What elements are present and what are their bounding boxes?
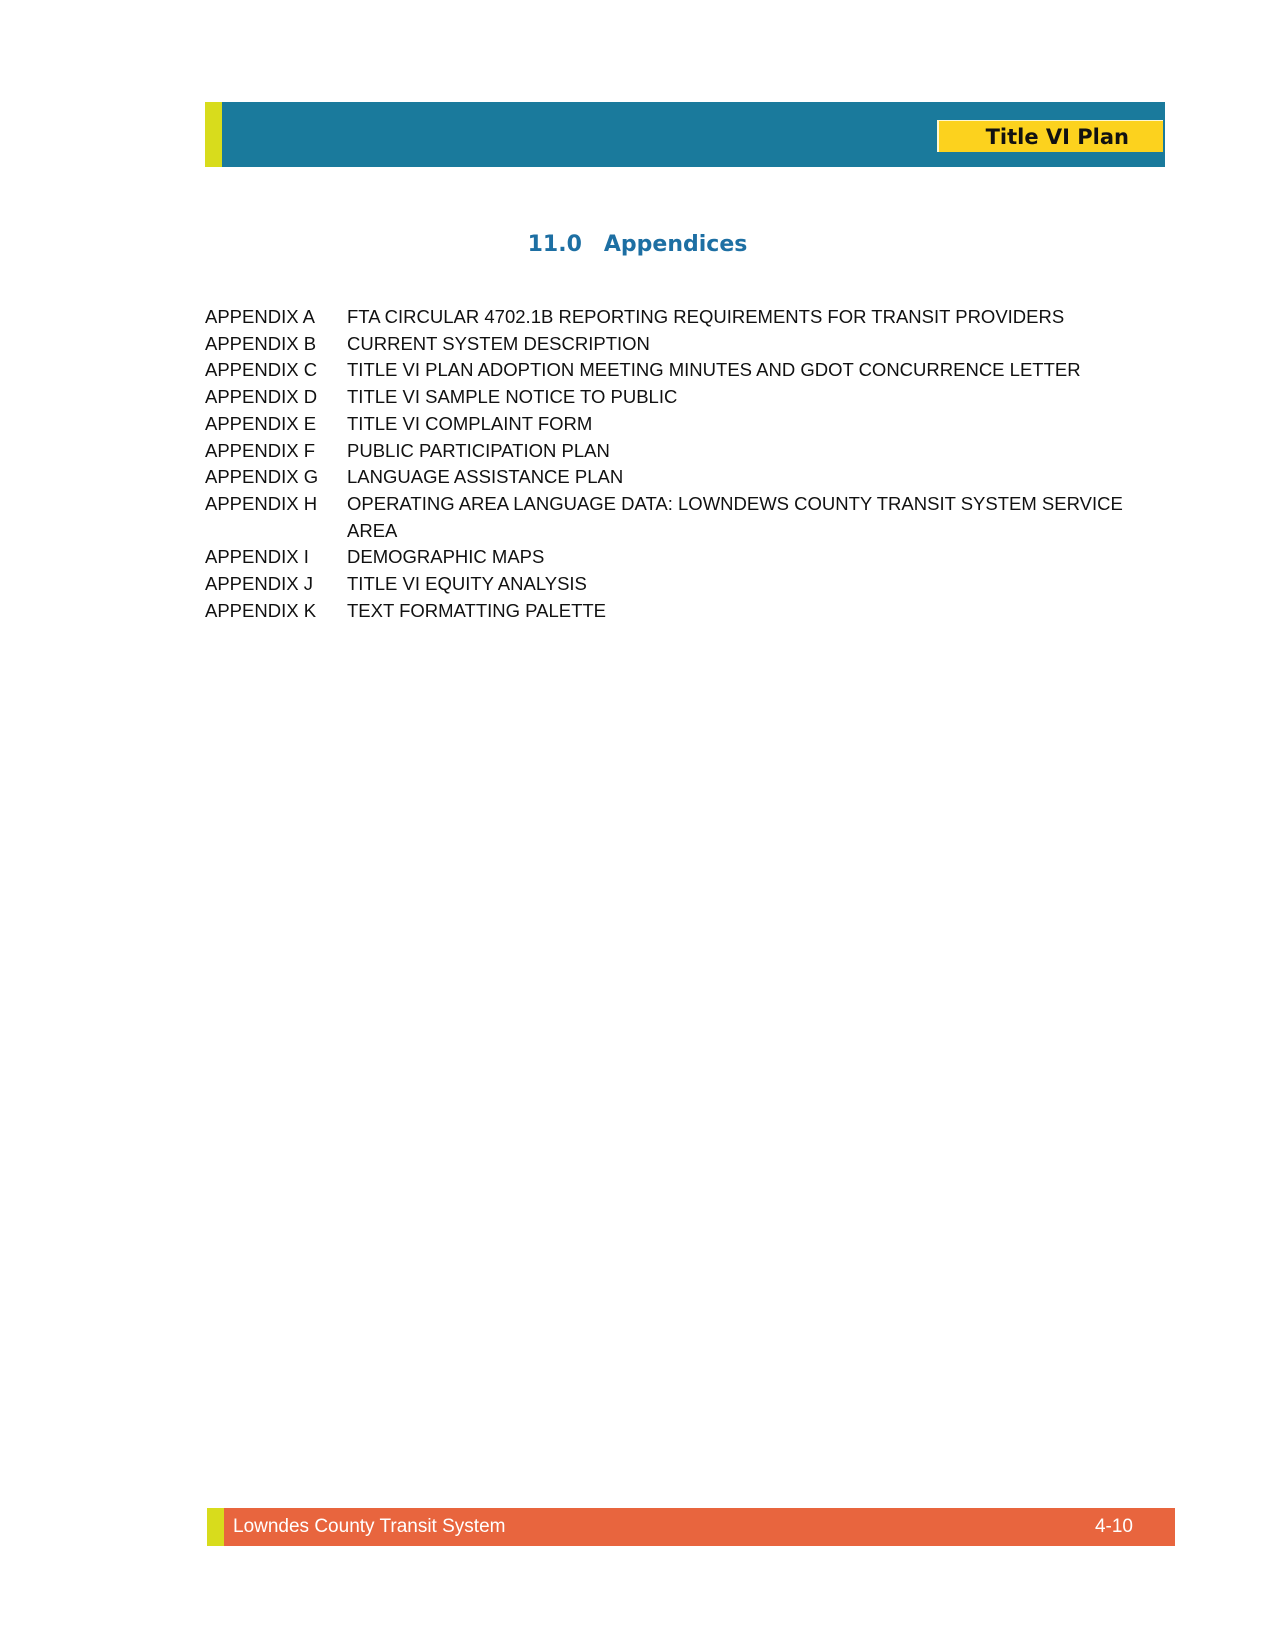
appendix-label: APPENDIX H	[205, 492, 318, 514]
appendix-title: LANGUAGE ASSISTANCE PLAN	[347, 466, 624, 488]
appendix-title: PUBLIC PARTICIPATION PLAN	[347, 439, 610, 461]
appendix-label: APPENDIX K	[205, 599, 317, 621]
appendix-label: APPENDIX A	[205, 306, 316, 327]
appendix-label: APPENDIX B	[205, 332, 317, 354]
footer-accent-stripe	[207, 1508, 224, 1546]
appendix-list	[205, 304, 1125, 624]
appendix-label: APPENDIX I	[205, 546, 309, 568]
appendix-label: APPENDIX D	[205, 386, 318, 408]
appendix-title: TITLE VI EQUITY ANALYSIS	[347, 573, 587, 595]
appendix-item	[205, 464, 1125, 491]
footer-organization: Lowndes County Transit System	[233, 1516, 506, 1537]
document-title-badge: Title VI Plan	[937, 120, 1163, 152]
appendix-item	[205, 438, 1125, 465]
appendix-title: TITLE VI PLAN ADOPTION MEETING MINUTES AND GDOT CONCURRENCE LETTER	[347, 359, 1081, 381]
section-title: Appendices	[603, 232, 748, 257]
appendix-item	[205, 331, 1125, 358]
appendix-item	[205, 571, 1125, 598]
appendix-label: APPENDIX C	[205, 359, 318, 381]
appendix-title: FTA CIRCULAR 4702.1B REPORTING REQUIREMENTS FOR TRANSIT PROVIDERS	[347, 306, 1065, 327]
appendix-title: TEXT FORMATTING PALETTE	[347, 599, 607, 621]
header-accent-stripe	[205, 102, 222, 167]
appendix-item	[205, 544, 1125, 571]
appendix-item	[205, 384, 1125, 411]
appendix-label: APPENDIX E	[205, 412, 317, 434]
appendix-item	[205, 357, 1125, 384]
appendix-label: APPENDIX J	[205, 573, 313, 595]
appendix-title: DEMOGRAPHIC MAPS	[347, 546, 545, 568]
appendix-item	[205, 598, 1125, 625]
appendix-label: APPENDIX F	[205, 439, 315, 461]
page-number: 4-10	[1094, 1516, 1133, 1537]
appendix-title: TITLE VI COMPLAINT FORM	[347, 412, 593, 434]
footer-banner	[207, 1508, 1175, 1546]
appendix-label: APPENDIX G	[205, 466, 319, 488]
appendix-title: TITLE VI SAMPLE NOTICE TO PUBLIC	[347, 386, 678, 408]
appendix-item	[205, 491, 1125, 544]
header-banner	[205, 102, 1165, 167]
appendix-title: CURRENT SYSTEM DESCRIPTION	[347, 332, 650, 354]
section-heading	[0, 232, 1275, 257]
appendix-title: OPERATING AREA LANGUAGE DATA: LOWNDEWS COUNTY TRANSIT SYSTEM SERVICE AREA	[347, 492, 1123, 541]
appendix-item	[205, 304, 1125, 331]
section-number: 11.0	[527, 232, 582, 257]
appendix-item	[205, 411, 1125, 438]
